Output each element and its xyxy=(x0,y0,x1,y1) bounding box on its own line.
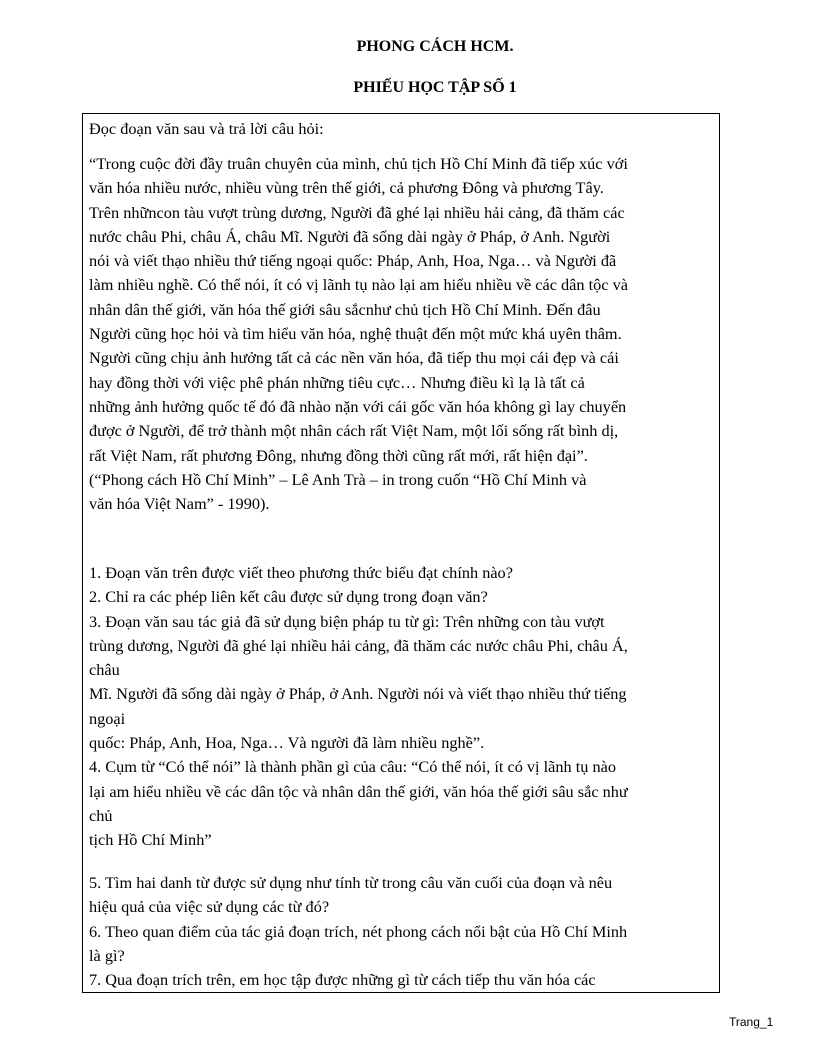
question-line: quốc: Pháp, Anh, Hoa, Nga… Và người đã làm nhiều nghề”. xyxy=(89,733,485,753)
page-number: Trang_1 xyxy=(729,1015,774,1029)
question-line: 4. Cụm từ “Có thể nói” là thành phần gì của câu: “Có thể nói, ít có vị lãnh tụ nào xyxy=(89,757,616,777)
question-line: 5. Tìm hai danh từ được sử dụng như tính từ trong câu văn cuối của đoạn và nêu xyxy=(89,873,613,892)
passage-line: làm nhiều nghề. Có thể nói, ít có vị lãnh tụ nào lại am hiểu nhiều về các dân tộc và xyxy=(89,275,628,295)
question-line: lại am hiểu nhiều về các dân tộc và nhân dân thế giới, văn hóa thế giới sâu sắc như xyxy=(89,781,628,801)
questions-group-2 xyxy=(89,871,627,992)
question-line: 7. Qua đoạn trích trên, em học tập được những gì từ cách tiếp thu văn hóa các xyxy=(89,970,596,990)
instruction-text: Đọc đoạn văn sau và trả lời câu hỏi: xyxy=(89,119,324,138)
passage-line: được ở Người, để trở thành một nhân cách rất Việt Nam, một lối sống rất bình dị, xyxy=(89,421,619,441)
passage-line: những ảnh hưởng quốc tế đó đã nhào nặn với cái gốc văn hóa không gì lay chuyển xyxy=(89,396,627,416)
question-line: tịch Hồ Chí Minh” xyxy=(89,830,212,850)
passage-line: Trên nhữncon tàu vượt trùng dương, Người đã ghé lại nhiều hải cảng, đã thăm các xyxy=(89,202,625,222)
question-line: 2. Chỉ ra các phép liên kết câu được sử dụng trong đoạn văn? xyxy=(89,587,488,607)
passage-line: hay đồng thời với việc phê phán những tiêu cực… Nhưng điều kì lạ là tất cả xyxy=(89,372,585,392)
question-line: chủ xyxy=(89,805,113,825)
passage-line: văn hóa nhiều nước, nhiều vùng trên thế giới, cả phương Đông và phương Tây. xyxy=(89,178,604,198)
passage-line: Người cũng chịu ảnh hưởng tất cả các nền văn hóa, đã tiếp thu mọi cái đẹp và cái xyxy=(89,348,619,368)
question-line: 6. Theo quan điểm của tác giả đoạn trích, nét phong cách nổi bật của Hồ Chí Minh xyxy=(89,921,628,941)
citation-line: (“Phong cách Hồ Chí Minh” – Lê Anh Trà – in trong cuốn “Hồ Chí Minh và xyxy=(89,469,587,489)
question-line: hiệu quả của việc sử dụng các từ đó? xyxy=(89,897,330,917)
question-line: ngoại xyxy=(89,708,126,728)
passage-line: nói và viết thạo nhiều thứ tiếng ngoại quốc: Pháp, Anh, Hoa, Nga… và Người đã xyxy=(89,251,617,271)
question-line: trùng dương, Người đã ghé lại nhiều hải cảng, đã thăm các nước châu Phi, châu Á, xyxy=(89,635,628,655)
question-line: châu xyxy=(89,660,120,680)
passage-line: rất Việt Nam, rất phương Đông, nhưng đồng thời cũng rất mới, rất hiện đại”. xyxy=(89,445,588,465)
passage-line: “Trong cuộc đời đầy truân chuyên của mình, chủ tịch Hồ Chí Minh đã tiếp xúc với xyxy=(89,154,628,173)
questions-group-1 xyxy=(89,561,628,853)
passage-line: nước châu Phi, châu Á, châu Mĩ. Người đã sống dài ngày ở Pháp, ở Anh. Người xyxy=(89,226,611,246)
question-line: là gì? xyxy=(89,945,125,965)
question-line: 3. Đoạn văn sau tác giả đã sử dụng biện pháp tu từ gì: Trên những con tàu vượt xyxy=(89,611,605,631)
worksheet-subtitle: PHIẾU HỌC TẬP SỐ 1 xyxy=(353,79,517,96)
page-title: PHONG CÁCH HCM. xyxy=(356,38,514,55)
question-line: Mĩ. Người đã sống dài ngày ở Pháp, ở Anh. Người nói và viết thạo nhiều thứ tiếng xyxy=(89,684,627,704)
passage xyxy=(89,152,628,516)
question-line: 1. Đoạn văn trên được viết theo phương thức biểu đạt chính nào? xyxy=(89,563,513,582)
passage-line: nhân dân thế giới, văn hóa thế giới sâu sắcnhư chủ tịch Hồ Chí Minh. Đến đâu xyxy=(89,299,601,319)
citation-line: văn hóa Việt Nam” - 1990). xyxy=(89,494,270,514)
passage-line: Người cũng học hỏi và tìm hiểu văn hóa, nghệ thuật đến một mức khá uyên thâm. xyxy=(89,324,622,344)
worksheet-box xyxy=(82,113,720,993)
